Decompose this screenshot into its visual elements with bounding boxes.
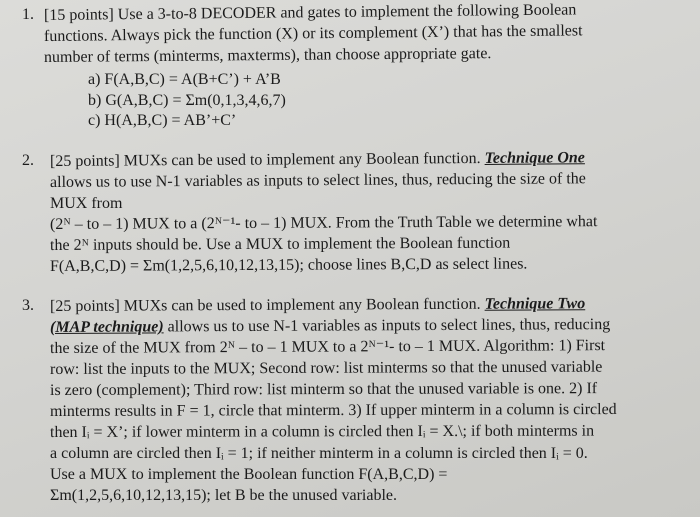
question-text-line: minterms results in F = 1, circle that minterm. 3) If upper minterm in a column is circled [49, 401, 617, 420]
question-text-line [50, 315, 610, 338]
question-text-line: Σm(1,2,5,6,10,12,13,15); let B be the unused variable. [50, 487, 398, 504]
question-text-line: number of terms (minterms, maxterms), than choose appropriate gate. [43, 45, 492, 66]
question-number: 1. [22, 6, 34, 23]
question-text-line: a column are circled then Iᵢ = 1; if neither minterm in a column is circled then Iᵢ = 0. [50, 445, 588, 462]
question-text-line: is zero (complement); Third row: list minterm so that the unused variable is one. 2) If [49, 380, 598, 399]
question-text-line [50, 148, 585, 172]
question-text-line: MUX from [50, 195, 123, 212]
question-text-line: functions. Always pick the function (X) or its complement (X’) that has the smallest [43, 22, 583, 45]
question-intro: [25 points] MUXs can be used to implement any Boolean function. [49, 295, 485, 315]
question-text: allows us to use N-1 variables as inputs to select lines, thus, reducing [163, 316, 611, 336]
question-text-line: row: list the inputs to the MUX; Second row: list minterms so that the unused variable [49, 358, 603, 378]
question-intro: [25 points] MUXs can be used to implement any Boolean function. [49, 149, 485, 170]
function-item: c) H(A,B,C) = AB’+C’ [88, 112, 237, 129]
question-text-line: allows us to use N-1 variables as inputs to select lines, thus, reducing the size of the [49, 170, 586, 191]
technique-heading: Technique Two [484, 295, 586, 313]
question-text-line: Use a MUX to implement the Boolean function F(A,B,C,D) = [50, 466, 448, 483]
question-text-line: the size of the MUX from 2ᴺ – to – 1 MUX to a 2ᴺ⁻¹- to – 1 MUX. Algorithm: 1) First [49, 337, 606, 357]
question-number: 2. [22, 152, 34, 169]
question-text-line: then Iᵢ = X’; if lower minterm in a column is circled then Iᵢ = X.\; if both minterms in [49, 422, 595, 441]
question-text-line: [15 points] Use a 3-to-8 DECODER and gates to implement the following Boolean [43, 1, 577, 24]
function-item: a) F(A,B,C) = A(B+C’) + A’B [88, 71, 281, 88]
question-text-line: (2ᴺ – to – 1) MUX to a (2ᴺ⁻¹- to – 1) MUX. From the Truth Table we determine what [49, 213, 598, 233]
question-text-line: the 2ᴺ inputs should be. Use a MUX to implement the Boolean function [49, 234, 511, 254]
function-item: b) G(A,B,C) = Σm(0,1,3,4,6,7) [88, 92, 286, 109]
question-text-line: F(A,B,C,D) = Σm(1,2,5,6,10,12,13,15); choose lines B,C,D as select lines. [49, 255, 528, 275]
technique-heading: Technique One [484, 149, 585, 167]
question-number: 3. [22, 297, 34, 314]
question-text-line [50, 294, 585, 317]
technique-subheading: (MAP technique) [49, 318, 164, 336]
